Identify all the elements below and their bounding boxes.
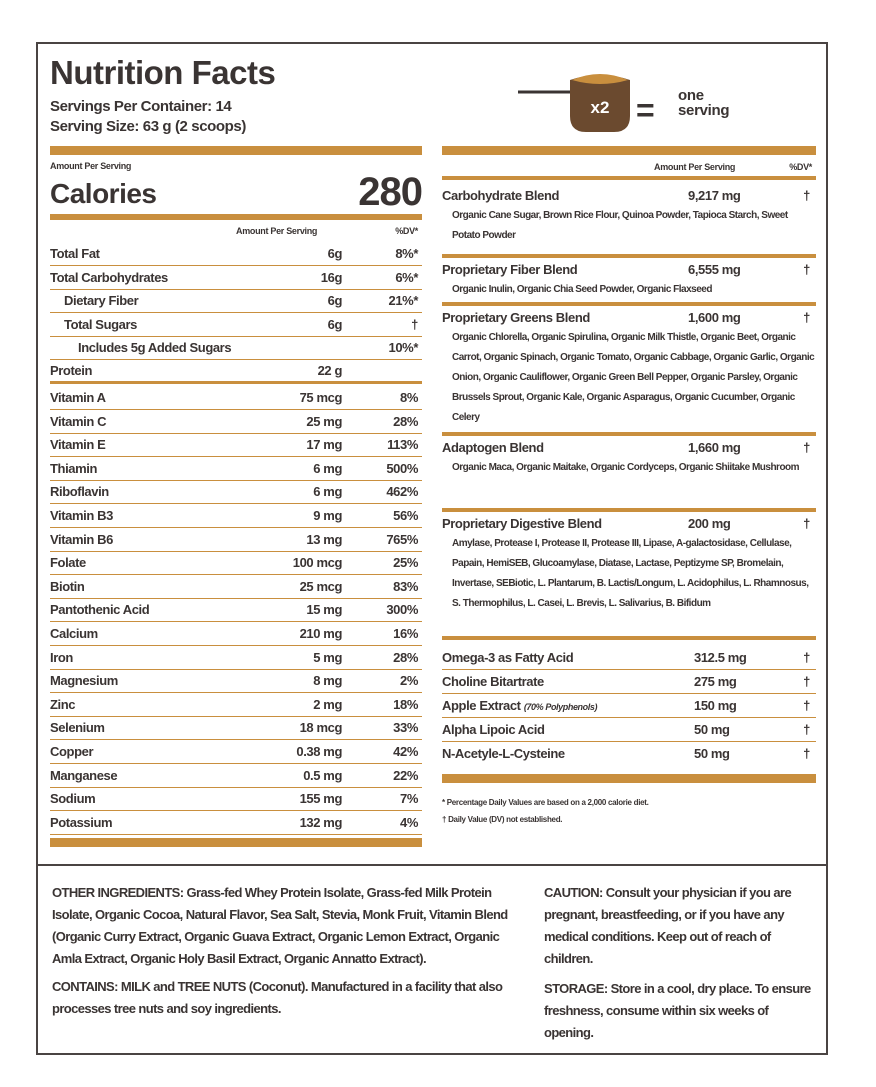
nutrient-name: Copper (50, 744, 94, 759)
nutrient-row (50, 289, 422, 313)
nutrient-amount: 9 mg (313, 508, 342, 523)
blend-dv: † (803, 440, 810, 455)
nutrient-name: Sodium (50, 791, 96, 807)
blend-name: Proprietary Fiber Blend (442, 262, 578, 277)
one-serving-line1: one (678, 87, 704, 104)
footnote-dv-basis: * Percentage Daily Values are based on a 2,000 calorie diet. (442, 798, 649, 807)
nutrient-name: Vitamin B3 (50, 508, 113, 523)
nutrient-dv: 765% (386, 531, 418, 547)
nutrient-name: Total Sugars (64, 316, 137, 332)
blend-name: Adaptogen Blend (442, 440, 544, 455)
other-name: Apple Extract (442, 698, 521, 713)
other-dv: † (803, 746, 810, 761)
nutrient-dv: 25% (393, 555, 418, 571)
blend-ingredients: Organic Chlorella, Organic Spirulina, Organic Milk Thistle, Organic Beet, Organic Carrot, Organic Spinach, Organic Tomato, Organic Cabbage, Organic Garlic, Organic Onion, Organic Cauliflower, Organic Green Bell Pepper, Organic Parsley, Organic Brussels Sprout, Organic Kale, Organic Asparagus, Organic Cucumber, Organic Celery (452, 332, 815, 423)
nutrient-row (50, 457, 422, 481)
blend-block (442, 514, 816, 614)
calories-label: Calories (50, 178, 157, 209)
serving-size: Serving Size: 63 g (2 scoops) (50, 118, 246, 135)
nutrient-dv: 6%* (395, 269, 418, 285)
contains-label: CONTAINS: (52, 979, 118, 994)
nutrient-name: Potassium (50, 814, 113, 830)
other-dv: † (803, 674, 810, 689)
nutrient-name: Manganese (50, 767, 118, 783)
right-thick-divider (442, 146, 816, 155)
blend-name: Carbohydrate Blend (442, 188, 560, 203)
blend-divider (442, 254, 816, 258)
right-column (442, 44, 816, 864)
column-header-amount: Amount Per Serving (236, 226, 318, 236)
nutrient-name: Protein (50, 363, 92, 378)
other-amount: 50 mg (694, 746, 730, 761)
blend-divider (442, 432, 816, 436)
blend-name: Proprietary Digestive Blend (442, 516, 602, 531)
blend-name: Proprietary Greens Blend (442, 310, 590, 325)
blend-amount: 9,217 mg (688, 188, 741, 203)
nutrient-name: Total Fat (50, 246, 100, 261)
blend-amount: 200 mg (688, 516, 731, 531)
nutrient-dv: 28% (393, 649, 418, 665)
other-name-wrap (442, 698, 597, 713)
calories-divider (50, 214, 422, 220)
other-name-wrap (442, 674, 544, 689)
blend-divider (442, 508, 816, 512)
label-title: Nutrition Facts (50, 54, 276, 91)
nutrient-amount: 6g (327, 246, 342, 261)
calories-value: 280 (358, 170, 422, 214)
nutrient-dv: 56% (393, 508, 418, 523)
nutrient-amount: 16g (320, 269, 342, 285)
other-amount: 150 mg (694, 698, 737, 713)
nutrient-row (50, 480, 422, 504)
nutrient-amount: 0.5 mg (303, 767, 342, 783)
nutrient-amount: 17 mg (306, 437, 342, 453)
nutrient-amount: 13 mg (306, 531, 342, 547)
other-ingredients (52, 882, 522, 970)
other-name: Omega-3 as Fatty Acid (442, 650, 574, 665)
other-amount: 312.5 mg (694, 650, 747, 665)
contains-text: MILK and TREE NUTS (Coconut). Manufactured in a facility that also processes tree nuts and soy ingredients. (52, 979, 503, 1016)
nutrient-dv: 83% (393, 578, 418, 594)
nutrient-name: Pantothenic Acid (50, 602, 150, 618)
equals-sign: = (636, 92, 655, 128)
nutrient-amount: 15 mg (306, 602, 342, 618)
blend-block (442, 260, 816, 300)
nutrient-row (50, 764, 422, 788)
nutrient-amount: 25 mg (306, 413, 342, 429)
nutrient-name: Vitamin C (50, 413, 107, 429)
nutrient-row (50, 410, 422, 434)
nutrient-row (50, 811, 422, 835)
nutrient-amount: 6 mg (313, 460, 342, 476)
nutrient-name: Includes 5g Added Sugars (78, 340, 232, 356)
other-amount: 50 mg (694, 722, 730, 737)
nutrient-row (50, 551, 422, 575)
nutrient-name: Vitamin E (50, 437, 106, 453)
nutrient-name: Riboflavin (50, 484, 109, 500)
nutrient-amount: 132 mg (299, 814, 342, 830)
nutrient-amount: 6g (327, 293, 342, 309)
nutrient-amount: 22 g (317, 363, 342, 378)
blend-amount: 1,600 mg (688, 310, 741, 325)
warnings-section (544, 882, 814, 1044)
other-row (442, 694, 816, 718)
right-bottom-divider (442, 774, 816, 783)
nutrient-name: Zinc (50, 696, 76, 712)
nutrient-dv: 8%* (395, 246, 418, 261)
other-note: (70% Polyphenols) (523, 702, 598, 712)
nutrient-dv: 33% (393, 720, 418, 736)
other-name: Alpha Lipoic Acid (442, 722, 545, 737)
blend-header (442, 438, 816, 458)
blend-divider (442, 302, 816, 306)
other-row (442, 646, 816, 670)
nutrient-dv: 300% (386, 602, 418, 618)
nutrient-name: Total Carbohydrates (50, 269, 168, 285)
blend-amount: 6,555 mg (688, 262, 741, 277)
right-column-header-dv: %DV* (789, 162, 812, 172)
blend-dv: † (803, 516, 810, 531)
right-header-divider (442, 176, 816, 180)
nutrient-dv: 21%* (388, 293, 418, 309)
nutrient-amount: 210 mg (299, 626, 342, 641)
nutrient-dv: 10%* (388, 340, 418, 356)
nutrient-row (50, 716, 422, 740)
nutrient-amount: 6 mg (313, 484, 342, 500)
nutrient-name: Iron (50, 649, 73, 665)
nutrient-row (50, 575, 422, 599)
nutrient-name: Dietary Fiber (64, 293, 139, 309)
blend-amount: 1,660 mg (688, 440, 741, 455)
blend-ingredients: Organic Cane Sugar, Brown Rice Flour, Quinoa Powder, Tapioca Starch, Sweet Potato Powder (452, 210, 788, 241)
other-name-wrap (442, 650, 573, 665)
nutrient-row (50, 360, 422, 384)
other-name-wrap (442, 746, 565, 761)
nutrient-dv: 8% (400, 390, 418, 405)
blend-header (442, 514, 816, 534)
nutrient-name: Thiamin (50, 460, 98, 476)
one-serving-line2: serving (678, 102, 730, 119)
ingredients-section (52, 882, 522, 1020)
other-ingredients-label: OTHER INGREDIENTS: (52, 885, 184, 900)
nutrient-amount: 25 mcg (299, 578, 342, 594)
caution-text: Consult your physician if you are pregnant, breastfeeding, or if you have any medical conditions. Keep out of reach of children. (544, 885, 792, 966)
other-amount: 275 mg (694, 674, 737, 689)
other-name: N-Acetyle-L-Cysteine (442, 746, 565, 761)
nutrient-amount: 155 mg (299, 791, 342, 807)
nutrient-dv: 4% (400, 814, 418, 830)
other-row (442, 670, 816, 694)
nutrient-name: Folate (50, 555, 86, 571)
nutrient-amount: 2 mg (313, 696, 342, 712)
nutrient-dv: 113% (387, 437, 418, 453)
nutrient-row (50, 313, 422, 337)
nutrient-dv: 28% (393, 413, 418, 429)
blend-dv: † (803, 262, 810, 277)
nutrient-row (50, 386, 422, 410)
blend-header (442, 260, 816, 280)
other-dv: † (803, 650, 810, 665)
nutrient-row (50, 622, 422, 646)
other-ingredients-text: Grass-fed Whey Protein Isolate, Grass-fed Milk Protein Isolate, Organic Cocoa, Natural Flavor, Sea Salt, Stevia, Monk Fruit, Vitamin Blend (Organic Curry Extract, Organic Guava Extract, Organic Lemon Extract, Organic Amla Extract, Organic Holy Basil Extract, Organic Annatto Extract). (52, 885, 508, 966)
nutrient-dv: 2% (400, 673, 418, 689)
left-column (50, 44, 422, 864)
nutrient-dv: 500% (386, 460, 418, 476)
nutrient-dv: 18% (393, 696, 418, 712)
nutrient-row (50, 528, 422, 552)
caution-label: CAUTION: (544, 885, 603, 900)
nutrient-name: Calcium (50, 626, 98, 641)
other-dv: † (803, 722, 810, 737)
nutrient-row (50, 693, 422, 717)
right-column-header-amount: Amount Per Serving (654, 162, 736, 172)
blend-block (442, 308, 816, 428)
nutrient-amount: 100 mcg (292, 555, 342, 571)
other-name: Choline Bitartrate (442, 674, 544, 689)
contains (52, 976, 522, 1020)
nutrient-row (50, 598, 422, 622)
blend-ingredients: Amylase, Protease I, Protease II, Protease III, Lipase, A-galactosidase, Cellulase, Papain, HemiSEB, Glucoamylase, Diatase, Lactase, Peptizyme SP, Bromelain, Invertase, SEBiotic, L. Plantarum, B. Lactis/Longum, L. Acidophilus, L. Rhamnosus, S. Thermophilus, L. Casei, L. Brevis, L. Salivarius, B. Bifidum (452, 538, 809, 609)
nutrient-row (50, 669, 422, 693)
blend-header (442, 186, 816, 206)
nutrient-dv: 42% (393, 744, 418, 759)
nutrient-dv: † (411, 316, 418, 332)
nutrient-name: Vitamin B6 (50, 531, 113, 547)
nutrient-row (50, 336, 422, 360)
section-divider (38, 864, 826, 866)
nutrient-name: Biotin (50, 578, 85, 594)
nutrient-row (50, 266, 422, 290)
nutrition-facts-panel (36, 42, 828, 1055)
nutrient-name: Selenium (50, 720, 105, 736)
caution (544, 882, 814, 970)
nutrient-amount: 5 mg (313, 649, 342, 665)
other-row (442, 718, 816, 742)
nutrient-row (50, 646, 422, 670)
blend-header (442, 308, 816, 328)
other-row (442, 742, 816, 766)
nutrient-amount: 6g (327, 316, 342, 332)
blend-ingredients: Organic Maca, Organic Maitake, Organic Cordyceps, Organic Shiitake Mushroom (452, 462, 800, 473)
nutrient-dv: 22% (393, 767, 418, 783)
blend-dv: † (803, 310, 810, 325)
footnote-not-established: † Daily Value (DV) not established. (442, 815, 563, 824)
nutrient-row (50, 740, 422, 764)
other-dv: † (803, 698, 810, 713)
nutrient-amount: 18 mcg (299, 720, 342, 736)
nutrient-row (50, 504, 422, 528)
blend-dv: † (803, 188, 810, 203)
nutrient-name: Vitamin A (50, 390, 106, 405)
nutrient-dv: 462% (386, 484, 418, 500)
nutrient-amount: 0.38 mg (296, 744, 342, 759)
nutrient-dv: 7% (400, 791, 418, 807)
blend-divider (442, 636, 816, 640)
storage (544, 978, 814, 1044)
scoop-multiplier: x2 (590, 98, 610, 117)
column-header-dv: %DV* (395, 226, 418, 236)
storage-text: Store in a cool, dry place. To ensure freshness, consume within six weeks of opening. (544, 981, 811, 1040)
blend-ingredients: Organic Inulin, Organic Chia Seed Powder, Organic Flaxseed (452, 284, 712, 295)
nutrient-row (50, 433, 422, 457)
nutrient-row (50, 787, 422, 811)
bottom-thick-divider (50, 838, 422, 847)
blend-block (442, 186, 816, 246)
nutrient-amount: 8 mg (313, 673, 342, 689)
nutrient-amount: 75 mcg (299, 390, 342, 405)
blend-block (442, 438, 816, 478)
amount-per-serving-heading: Amount Per Serving (50, 161, 132, 171)
nutrient-dv: 16% (393, 626, 418, 641)
thick-divider (50, 146, 422, 155)
other-name-wrap (442, 722, 545, 737)
servings-per-container: Servings Per Container: 14 (50, 98, 232, 115)
nutrient-name: Magnesium (50, 673, 118, 689)
nutrient-row (50, 242, 422, 266)
storage-label: STORAGE: (544, 981, 608, 996)
